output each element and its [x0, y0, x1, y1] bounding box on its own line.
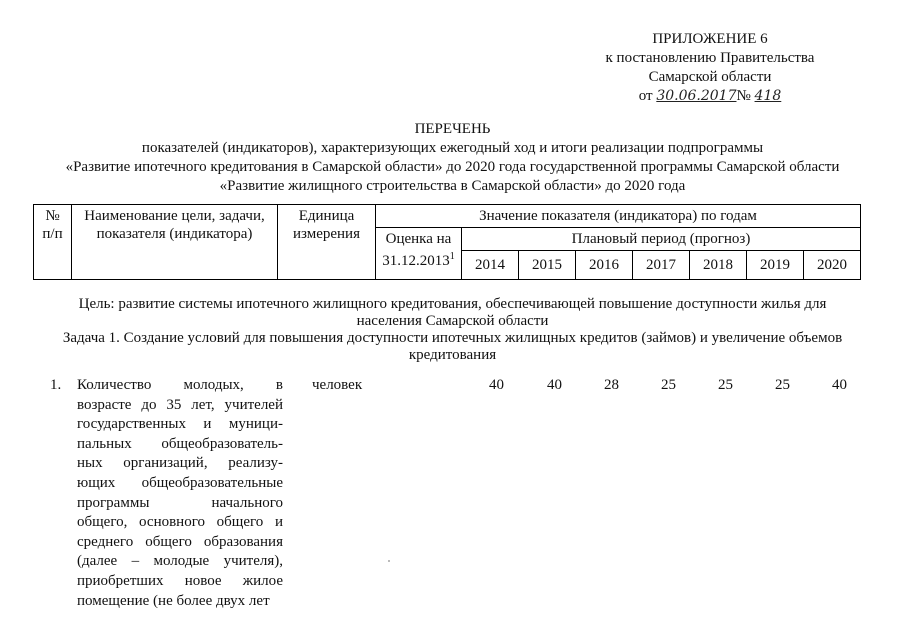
row-1-name-line: среднего общего образования [77, 533, 283, 550]
row-1-unit: человек [312, 377, 363, 393]
appendix-line-2: к постановлению Правительства [605, 50, 815, 66]
header-year: 2014 [462, 251, 519, 280]
row-1-value: 25 [775, 377, 790, 393]
date-prefix: от [638, 88, 653, 104]
title-line-1: показателей (индикаторов), характеризующих ежегодный ход и итоги реализации подпрограммы [141, 140, 764, 156]
row-1-name [77, 376, 283, 611]
header-year: 2018 [690, 251, 747, 280]
header-plan-period: Плановый период (прогноз) [462, 228, 861, 251]
header-year: 2017 [633, 251, 690, 280]
row-1-name-line: пальных общеобразователь- [77, 435, 283, 452]
row-1-name-line: Количество молодых, в [77, 377, 283, 393]
goal-and-task [20, 296, 885, 364]
task-line-2: кредитования [408, 347, 497, 363]
indicators-table-header [33, 204, 861, 280]
header-values: Значение показателя (индикатора) по годам [376, 205, 861, 228]
header-year: 2020 [804, 251, 861, 280]
row-1-name-line: ющих общеобразовательные [77, 474, 283, 491]
row-1-value: 40 [547, 377, 562, 393]
footnote-marker: 1 [449, 251, 455, 262]
header-year: 2015 [519, 251, 576, 280]
row-1-value: 40 [489, 377, 504, 393]
appendix-title: ПРИЛОЖЕНИЕ 6 [652, 31, 768, 47]
row-1-name-line: общего, основного общего и [77, 514, 283, 531]
row-1-value: 28 [604, 377, 619, 393]
row-1-name-line: ных организаций, реализу- [77, 455, 283, 472]
row-1-value: 25 [661, 377, 676, 393]
goal-line-2: населения Самарской области [356, 313, 549, 329]
row-1-name-line: приобретших новое жилое [77, 572, 283, 589]
header-num: № п/п [34, 205, 72, 280]
scan-speck [388, 560, 390, 562]
row-1-number: 1. [50, 377, 62, 393]
handwritten-date: 30.06.2017 [656, 88, 737, 104]
title-line-2: «Развитие ипотечного кредитования в Самарской области» до 2020 года государственной программы Самарской области [65, 159, 840, 175]
row-1-value: 40 [832, 377, 847, 393]
row-1-name-line: помещение (не более двух лет [77, 592, 270, 609]
header-estimate [376, 228, 462, 280]
number-prefix: № [736, 88, 751, 104]
row-1-name-line: государственных и муници- [77, 416, 283, 433]
header-year: 2016 [576, 251, 633, 280]
handwritten-number: 418 [754, 88, 782, 104]
row-1-name-line: программы начального [77, 494, 283, 511]
header-name: Наименование цели, задачи, показателя (индикатора) [72, 205, 278, 280]
goal-line-1: Цель: развитие системы ипотечного жилищного кредитования, обеспечивающей повышение доступности жилья для [78, 296, 827, 312]
appendix-line-3: Самарской области [648, 69, 772, 85]
header-year: 2019 [747, 251, 804, 280]
header-unit: Единица измерения [278, 205, 376, 280]
appendix-block [560, 30, 860, 106]
title-heading: ПЕРЕЧЕНЬ [414, 121, 491, 137]
appendix-date-line [560, 87, 860, 106]
row-1-value: 25 [718, 377, 733, 393]
header-estimate-text: Оценка на 31.12.2013 [382, 231, 452, 269]
title-line-3: «Развитие жилищного строительства в Самарской области» до 2020 года [219, 178, 686, 194]
task-line-1: Задача 1. Создание условий для повышения доступности ипотечных жилищных кредитов (займов) и увеличение объемов [62, 330, 843, 346]
document-title [20, 120, 885, 196]
row-1-name-line: (далее – молодые учителя), [77, 553, 283, 570]
row-1-name-line: возрасте до 35 лет, учителей [77, 396, 283, 413]
